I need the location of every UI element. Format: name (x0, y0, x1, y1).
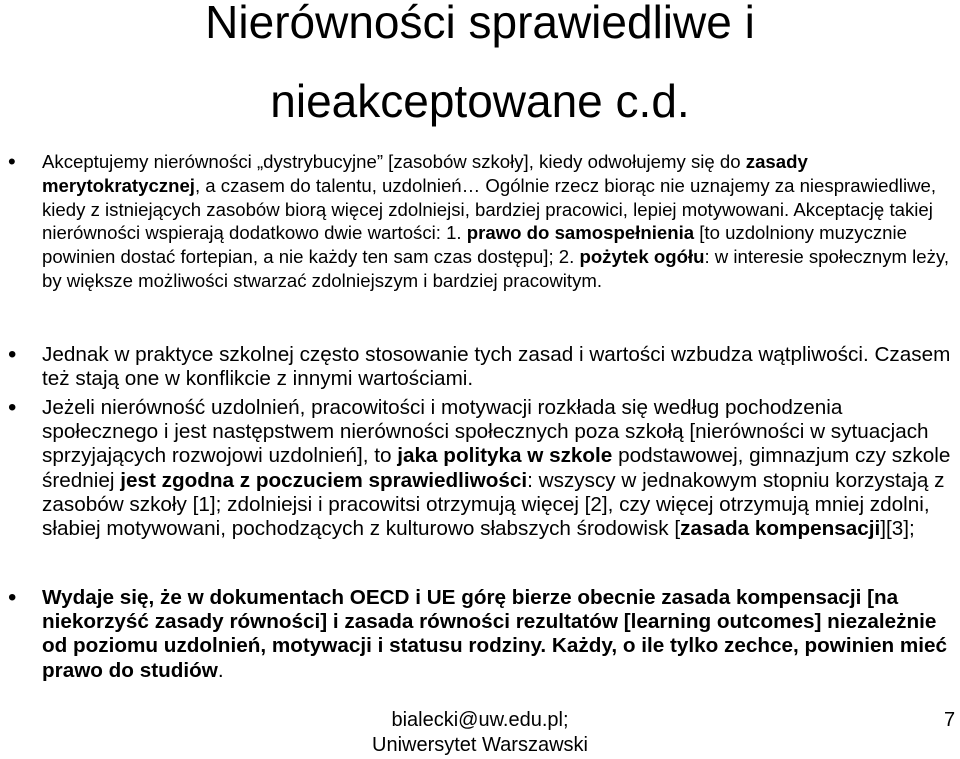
text-run-bold: zasady merytokratycznej (42, 151, 808, 196)
text-run: [to uzdolniony muzycznie powinien dostać fortepian, a nie każdy ten sam czas dostępu]; 2. (42, 222, 907, 268)
title-line-2: nieakceptowane c.d. (270, 75, 690, 127)
text-run: Jeżeli nierówność uzdolnień, pracowitości i motywacji rozkłada się według pochodzenia społecznego i jest następstwem nierówności społecznych poza szkołą [nierówności w sytuacjach sprzyjających rozwojowi uzdolnień], to (42, 396, 929, 468)
footer (300, 708, 660, 758)
text-run-bold: pożytek ogółu (579, 246, 705, 268)
page-number: 7 (944, 709, 956, 731)
title-line-1: Nierówności sprawiedliwe i (205, 0, 755, 48)
footer-email: bialecki@uw.edu.pl; (391, 709, 569, 731)
bullet-item (42, 150, 960, 293)
text-run: ][3]; (880, 517, 915, 541)
text-run: : wszyscy w jednakowym stopniu korzystają z zasobów szkoły [1]; zdolniejsi i pracowitsi otrzymują więcej [2], czy więcej otrzymują mniej zdolni, słabiej motywowani, pochodzących z kulturowo słabszych środowisk [ (42, 468, 945, 541)
text-run-bold: jaka polityka w szkole (397, 444, 613, 468)
text-run: Jednak w praktyce szkolnej często stosowanie tych zasad i wartości wzbudza wątpliwości. Czasem też stają one w konflikcie z innymi wartościami. (42, 343, 951, 391)
text-run: : w interesie społecznym leży, by większe możliwości stwarzać zdolniejszym i bardziej pracowitym. (42, 246, 950, 291)
text-run-bold: Wydaje się, że w dokumentach OECD i UE górę bierze obecnie zasada kompensacji [na niekorzyść zasady równości] i zasada równości rezultatów [learning outcomes] niezależnie od poziomu uzdolnień, motywacji i statusu rodziny. Każdy, o ile tylko zechce, powinien mieć prawo do studiów (42, 586, 948, 682)
bullet-item (42, 586, 960, 683)
bullet-item (42, 343, 960, 391)
text-run: . (217, 658, 224, 682)
text-run: podstawowej, gimnazjum czy szkole średniej (42, 444, 951, 492)
footer-institution: Uniwersytet Warszawski (372, 734, 588, 756)
text-run-bold: prawo do samospełnienia (466, 222, 695, 244)
text-run-bold: zasada kompensacji (680, 517, 881, 541)
text-run-bold: jest zgodna z poczuciem sprawiedliwości (120, 468, 528, 492)
text-run: Akceptujemy nierówności „dystrybucyjne” [zasobów szkoły], kiedy odwołujemy się do (42, 151, 746, 172)
bullet-item (42, 396, 960, 541)
text-run: , a czasem do talentu, uzdolnień… Ogólnie rzecz biorąc nie uznajemy za niesprawiedliwe, kiedy z istniejących zasobów biorą więcej zdolniejsi, bardziej pracowici, lepiej motywowani. Akceptację takiej nierówności wspierają dodatkowo dwie wartości: 1. (42, 174, 937, 244)
